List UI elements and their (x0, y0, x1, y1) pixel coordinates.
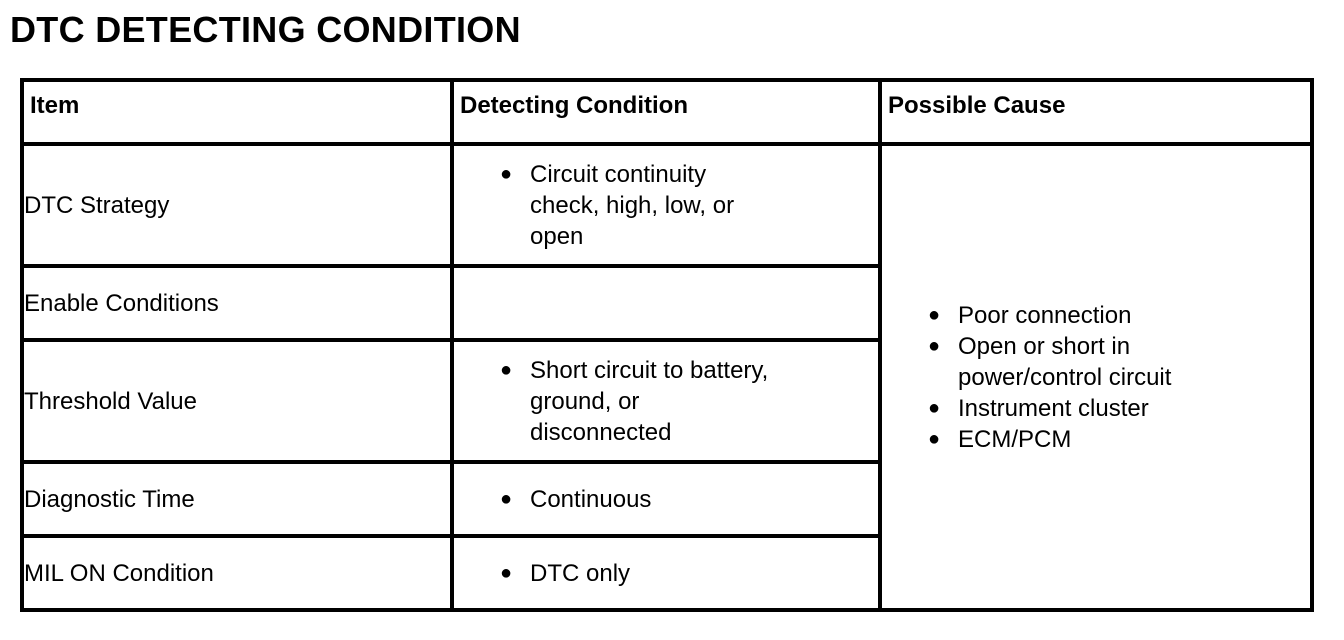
table-row (22, 144, 1312, 266)
dtc-table (20, 78, 1314, 612)
cause-bullet: ● Open or short in power/control circuit (928, 332, 1172, 391)
condition-diagnostic-time (452, 462, 880, 536)
condition-bullet: ● Circuit continuity check, high, low, or open (500, 160, 735, 250)
condition-dtc-strategy (452, 144, 880, 266)
header-detecting-condition: Detecting Condition (452, 80, 880, 144)
condition-bullet: ● Short circuit to battery, ground, or disconnected (500, 356, 769, 446)
bullet-icon: ● (928, 303, 941, 326)
condition-bullet: ● Continuous (500, 485, 652, 513)
item-enable-conditions: Enable Conditions (22, 266, 452, 340)
header-possible-cause: Possible Cause (880, 80, 1312, 144)
condition-enable-conditions (452, 266, 880, 340)
condition-threshold-value (452, 340, 880, 462)
cause-bullet: ● Instrument cluster (928, 394, 1149, 422)
cause-bullet: ● Poor connection (928, 301, 1132, 329)
page-title: DTC DETECTING CONDITION (10, 9, 521, 50)
table-header-row (22, 80, 1312, 144)
bullet-icon: ● (500, 358, 513, 381)
item-dtc-strategy: DTC Strategy (22, 144, 452, 266)
possible-cause-cell (880, 144, 1312, 610)
bullet-icon: ● (928, 396, 941, 419)
bullet-icon: ● (500, 561, 513, 584)
condition-mil-on-condition (452, 536, 880, 610)
item-diagnostic-time: Diagnostic Time (22, 462, 452, 536)
cause-bullet: ● ECM/PCM (928, 425, 1072, 453)
item-mil-on-condition: MIL ON Condition (22, 536, 452, 610)
condition-bullet: ● DTC only (500, 559, 631, 587)
header-item: Item (22, 80, 452, 144)
item-threshold-value: Threshold Value (22, 340, 452, 462)
bullet-icon: ● (928, 427, 941, 450)
bullet-icon: ● (500, 487, 513, 510)
bullet-icon: ● (928, 334, 941, 357)
bullet-icon: ● (500, 162, 513, 185)
